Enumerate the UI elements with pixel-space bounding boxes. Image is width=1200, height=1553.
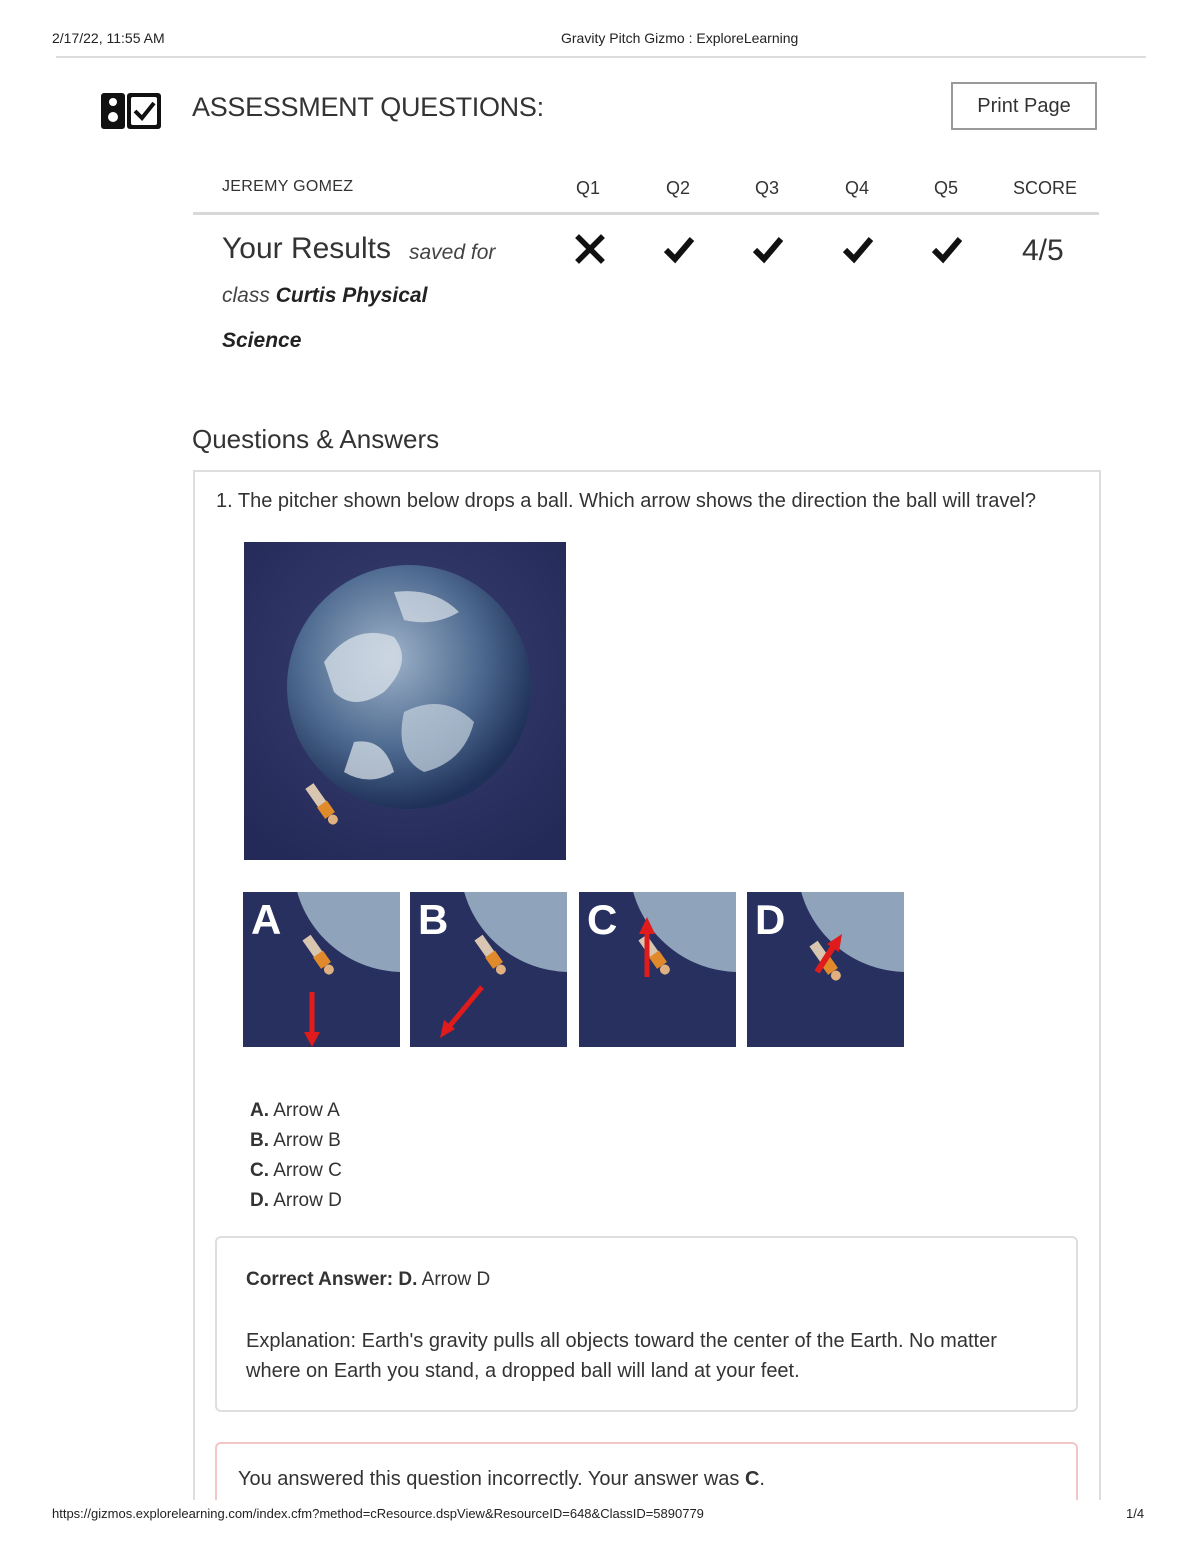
class-name-part-2: Science <box>222 329 302 352</box>
page-title: ASSESSMENT QUESTIONS: <box>192 92 544 122</box>
earth-pitcher-image <box>244 542 566 860</box>
score-value: 4/5 <box>1022 234 1064 267</box>
question-text: 1. The pitcher shown below drops a ball. Which arrow shows the direction the ball will travel? <box>216 490 1037 512</box>
option-letter: D. <box>250 1190 269 1211</box>
arrow-label-c: C <box>587 896 618 943</box>
column-header-q3: Q3 <box>755 178 780 198</box>
check-icon <box>932 234 962 264</box>
saved-for-label: saved for <box>409 241 496 264</box>
results-title: Your Results <box>222 232 391 265</box>
incorrect-answer-letter: C <box>744 1468 760 1490</box>
arrow-label-a: A <box>251 896 282 943</box>
arrow-b-image <box>410 892 567 1047</box>
class-prefix: class <box>222 284 270 307</box>
option-b <box>250 1130 341 1152</box>
correct-answer-letter: D. <box>398 1269 418 1290</box>
header-divider <box>56 56 1146 58</box>
column-header-score: SCORE <box>1013 178 1078 198</box>
correct-answer-line <box>246 1269 490 1291</box>
assessment-checklist-icon <box>101 93 161 129</box>
option-letter: B. <box>250 1130 269 1151</box>
column-header-q5: Q5 <box>934 178 959 198</box>
footer-page-number: 1/4 <box>1126 1506 1145 1521</box>
class-line-1 <box>222 284 427 308</box>
check-icon <box>843 234 873 264</box>
incorrect-answer-line <box>238 1468 765 1491</box>
x-icon <box>575 234 605 264</box>
arrow-label-d: D <box>755 896 786 943</box>
print-datetime: 2/17/22, 11:55 AM <box>52 30 165 46</box>
print-page-button[interactable]: Print Page <box>951 82 1097 130</box>
arrow-d-image <box>747 892 904 1047</box>
option-text: Arrow C <box>273 1160 342 1181</box>
column-header-q4: Q4 <box>845 178 870 198</box>
column-header-q2: Q2 <box>666 178 691 198</box>
column-header-q1: Q1 <box>576 178 601 198</box>
option-letter: C. <box>250 1160 269 1181</box>
section-heading: Questions & Answers <box>192 424 440 454</box>
table-divider <box>193 212 1099 215</box>
print-title: Gravity Pitch Gizmo : ExploreLearning <box>561 30 799 46</box>
arrow-c-image <box>579 892 736 1047</box>
option-text: Arrow D <box>273 1190 342 1211</box>
correct-answer-text: Arrow D <box>421 1269 491 1290</box>
student-name: JEREMY GOMEZ <box>222 178 354 195</box>
explanation-text: Explanation: Earth's gravity pulls all objects toward the center of the Earth. No matter where on Earth you stand, a dropped ball will land at your feet. <box>246 1330 997 1382</box>
option-letter: A. <box>250 1100 269 1121</box>
footer-url: https://gizmos.explorelearning.com/index.cfm?method=cResource.dspView&ResourceID=648&ClassID=5890779 <box>52 1506 704 1521</box>
check-icon <box>753 234 783 264</box>
incorrect-answer-text: You answered this question incorrectly. Your answer was <box>238 1468 740 1490</box>
option-text: Arrow B <box>273 1130 341 1151</box>
check-icon <box>664 234 694 264</box>
option-c <box>250 1160 342 1182</box>
option-a <box>250 1100 340 1122</box>
arrow-a-image <box>243 892 400 1047</box>
option-d <box>250 1190 342 1212</box>
option-text: Arrow A <box>273 1100 340 1121</box>
correct-answer-label: Correct Answer: <box>246 1269 394 1290</box>
incorrect-answer-end: . <box>759 1468 765 1490</box>
arrow-label-b: B <box>418 896 449 943</box>
class-name-part-1: Curtis Physical <box>275 284 428 307</box>
